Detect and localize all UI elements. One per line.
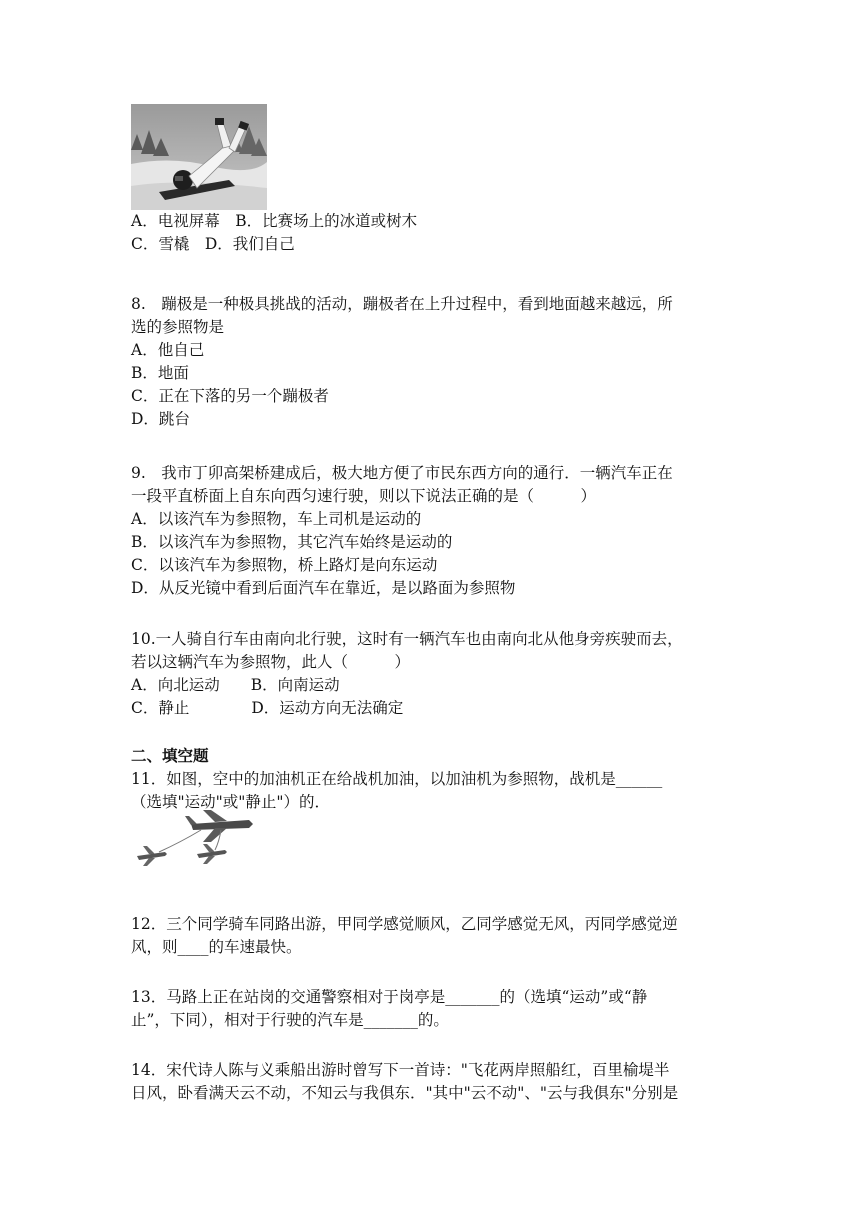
aerial-refueling-figure: [131, 808, 265, 870]
q12-stem-line-1: 12．三个同学骑车同路出游，甲同学感觉顺风，乙同学感觉无风，丙同学感觉逆: [131, 915, 678, 933]
q7-options-line-1: A．电视屏幕 B．比赛场上的冰道或树木: [131, 212, 418, 230]
q8-option-c: C．正在下落的另一个蹦极者: [131, 387, 329, 405]
q9-option-c: C．以该汽车为参照物，桥上路灯是向东运动: [131, 556, 438, 574]
q8-option-b: B．地面: [131, 364, 189, 382]
q13-stem-line-2: 止”，下同），相对于行驶的汽车是_______的。: [131, 1011, 449, 1029]
q9-option-a: A．以该汽车为参照物，车上司机是运动的: [131, 510, 422, 528]
q10-stem-line-2: 若以这辆汽车为参照物，此人（ ）: [131, 653, 411, 671]
q10-options-line-2: C．静止 D．运动方向无法确定: [131, 699, 404, 717]
q8-stem-line-1: 8. 蹦极是一种极具挑战的活动，蹦极者在上升过程中，看到地面越来越远，所: [131, 295, 673, 313]
q11-stem-line-2: （选填"运动"或"静止"）的．: [131, 793, 331, 811]
q14-stem-line-1: 14．宋代诗人陈与义乘船出游时曾写下一首诗："飞花两岸照船红，百里榆堤半: [131, 1061, 670, 1079]
section-title: 二、填空题: [131, 747, 209, 765]
q13-stem-line-1: 13．马路上正在站岗的交通警察相对于岗亭是_______的（选填“运动”或“静: [131, 988, 648, 1006]
q8-option-a: A．他自己: [131, 341, 205, 359]
q9-stem-line-2: 一段平直桥面上自东向西匀速行驶，则以下说法正确的是（ ）: [131, 487, 597, 505]
q10-options-line-1: A．向北运动 B．向南运动: [131, 676, 340, 694]
q12-stem-line-2: 风，则____的车速最快。: [131, 938, 302, 956]
q10-stem-line-1: 10.一人骑自行车由南向北行驶，这时有一辆汽车也由南向北从他身旁疾驶而去，: [131, 630, 683, 648]
q9-stem-line-1: 9. 我市丁卯高架桥建成后，极大地方便了市民东西方向的通行．一辆汽车正在: [131, 464, 673, 482]
luge-photo: [131, 104, 267, 210]
q8-option-d: D．跳台: [131, 410, 190, 428]
q14-stem-line-2: 日风，卧看满天云不动，不知云与我俱东．"其中"云不动"、"云与我俱东"分别是: [131, 1084, 679, 1102]
q8-stem-line-2: 选的参照物是: [131, 318, 225, 336]
q7-options-line-2: C．雪橇 D．我们自己: [131, 235, 295, 253]
q9-option-d: D．从反光镜中看到后面汽车在靠近，是以路面为参照物: [131, 579, 516, 597]
q9-option-b: B．以该汽车为参照物，其它汽车始终是运动的: [131, 533, 453, 551]
q11-stem-line-1: 11．如图，空中的加油机正在给战机加油，以加油机为参照物，战机是______: [131, 770, 663, 788]
